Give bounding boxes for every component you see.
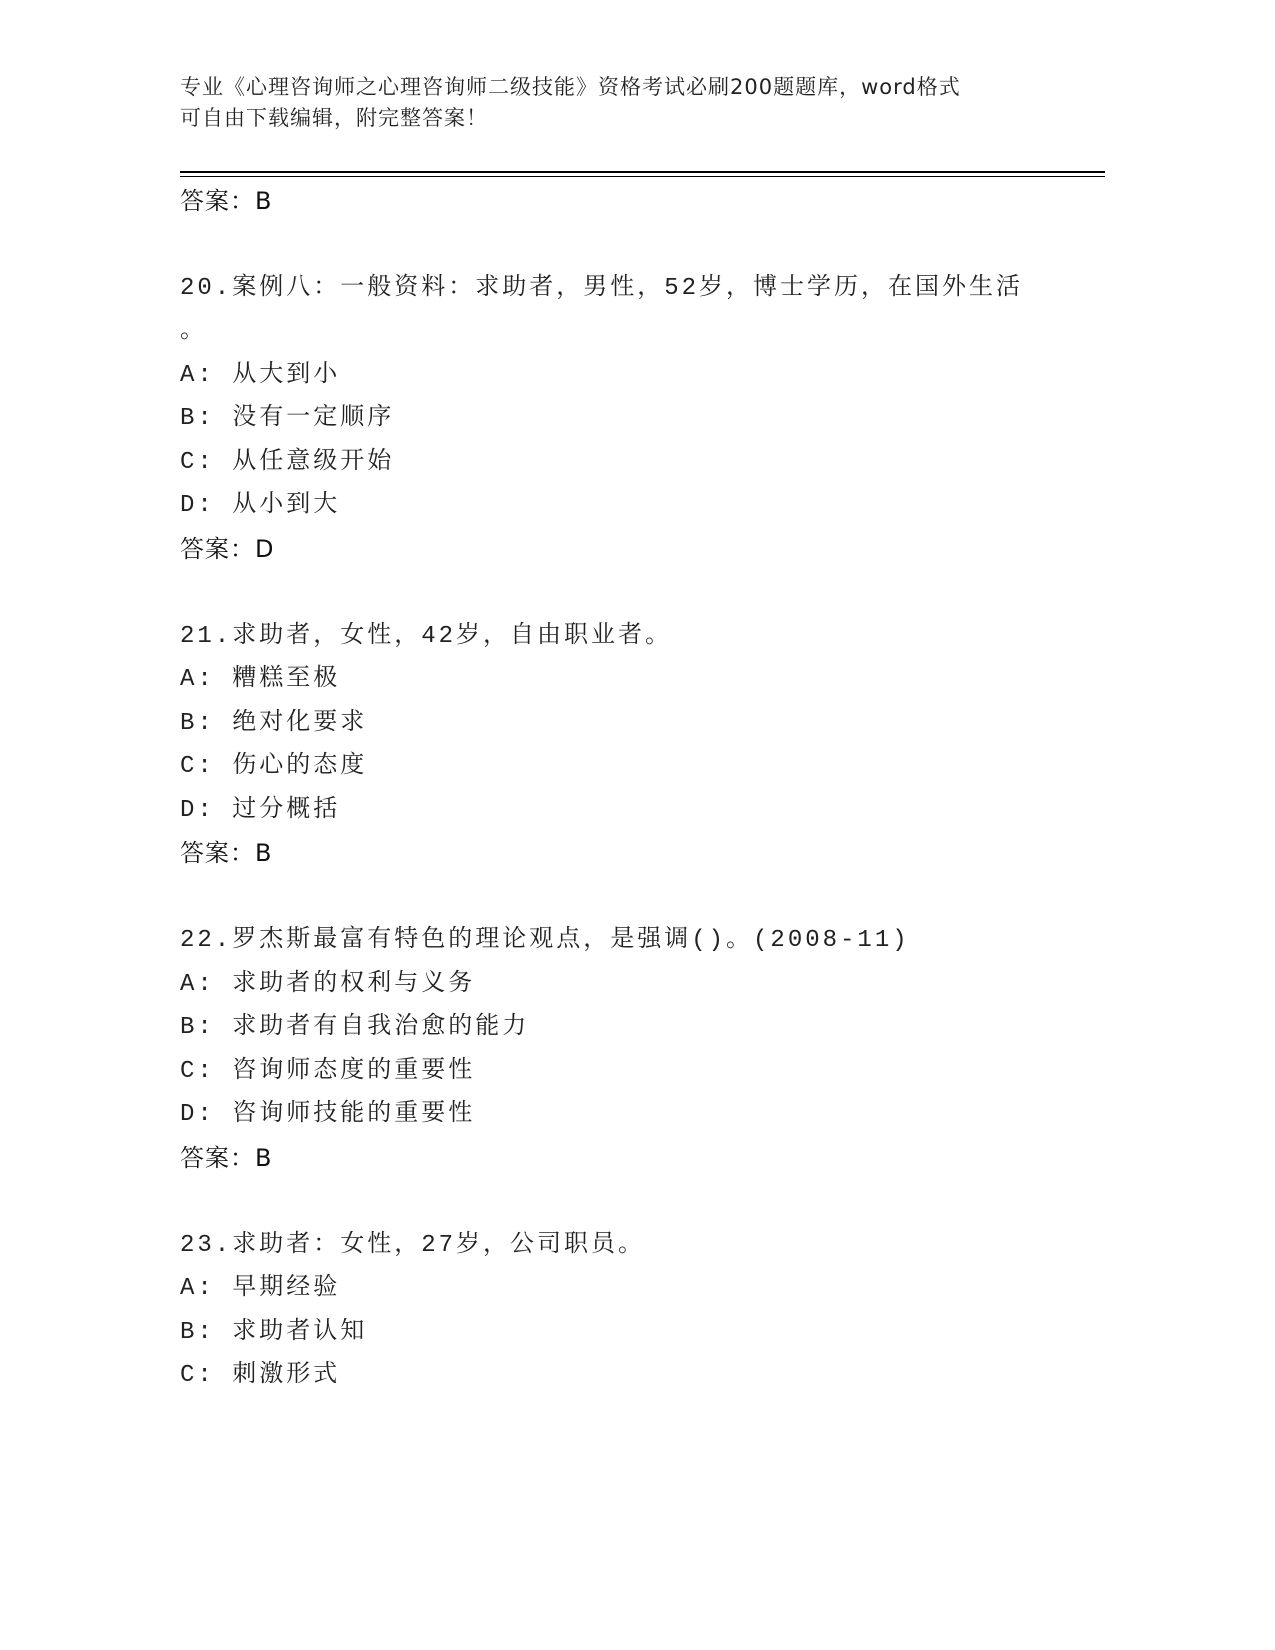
- option-item: C: 刺激形式: [180, 1362, 341, 1389]
- option-item: D: 从小到大: [180, 492, 341, 519]
- option-item: C: 咨询师态度的重要性: [180, 1057, 476, 1085]
- option-item: B: 没有一定顺序: [180, 405, 395, 432]
- question-list: [180, 180, 1105, 1398]
- question-stem: 21.求助者，女性，42岁，自由职业者。: [180, 622, 673, 650]
- header-rule-thin: [180, 176, 1105, 177]
- option-item: C: 伤心的态度: [180, 753, 368, 780]
- option-item: D: 过分概括: [180, 796, 341, 824]
- blank-line: [180, 1180, 1105, 1224]
- option-item: A: 早期经验: [180, 1275, 341, 1302]
- question-stem-continuation: 。: [180, 318, 207, 345]
- document-header: [180, 72, 1080, 134]
- option-item: A: 糟糕至极: [180, 666, 341, 693]
- option-item: C: 从任意级开始: [180, 448, 395, 476]
- blank-line: [180, 223, 1105, 267]
- question-stem: 20.案例八：一般资料：求助者，男性，52岁，博士学历，在国外生活: [180, 274, 1024, 302]
- answer-line: 答案：D: [180, 534, 275, 563]
- answer-line: 答案：B: [180, 1143, 273, 1172]
- option-item: B: 求助者有自我治愈的能力: [180, 1014, 530, 1041]
- header-rule-thick: [180, 171, 1105, 173]
- option-item: B: 绝对化要求: [180, 709, 368, 737]
- header-line-2: 可自由下载编辑，附完整答案！: [180, 106, 488, 130]
- option-item: A: 从大到小: [180, 361, 341, 389]
- blank-line: [180, 876, 1105, 920]
- question-stem: 22.罗杰斯最富有特色的理论观点，是强调()。(2008-11): [180, 927, 910, 954]
- header-line-1: 专业《心理咨询师之心理咨询师二级技能》资格考试必刷200题题库，word格式: [180, 75, 961, 99]
- answer-line: 答案：B: [180, 839, 273, 867]
- option-item: B: 求助者认知: [180, 1318, 368, 1346]
- blank-line: [180, 571, 1105, 615]
- question-stem: 23.求助者：女性，27岁，公司职员。: [180, 1231, 646, 1259]
- answer-line: 答案：B: [180, 186, 273, 215]
- option-item: D: 咨询师技能的重要性: [180, 1101, 476, 1128]
- option-item: A: 求助者的权利与义务: [180, 970, 476, 998]
